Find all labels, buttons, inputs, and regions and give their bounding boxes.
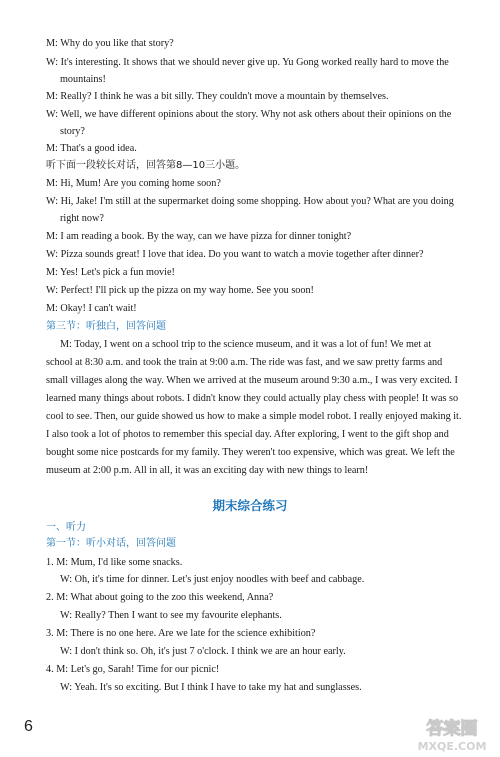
- monologue-line: small villages along the way. When we arrived at the museum around 9:30 a.m., I was very excited. I: [46, 375, 458, 386]
- question-line: W: Yeah. It's so exciting. But I think I have to take my hat and sunglasses.: [60, 682, 362, 693]
- watermark-logo: [408, 714, 496, 754]
- question-line: W: I don't think so. Oh, it's just 7 o'clock. I think we are an hour early.: [60, 646, 346, 657]
- question-line: 1. M: Mum, I'd like some snacks.: [46, 557, 183, 568]
- question-line: W: Oh, it's time for dinner. Let's just enjoy noodles with beef and cabbage.: [60, 574, 365, 585]
- watermark-icon: [408, 714, 496, 754]
- dialogue-line: W: Well, we have different opinions about the story. Why not ask others about their opinions on the: [46, 109, 452, 120]
- dialogue-line: M: Really? I think he was a bit silly. They couldn't move a mountain by themselves.: [46, 91, 389, 102]
- dialogue-line: W: Perfect! I'll pick up the pizza on my way home. See you soon!: [46, 285, 314, 296]
- question-line: W: Really? Then I want to see my favourite elephants.: [60, 610, 282, 621]
- dialogue-line: W: It's interesting. It shows that we should never give up. Yu Gong worked really hard to move the: [46, 57, 449, 68]
- page-number: 6: [24, 718, 33, 735]
- monologue-line: M: Today, I went on a school trip to the science museum, and it was a lot of fun! We met at: [60, 339, 432, 350]
- dialogue-line: M: I am reading a book. By the way, can we have pizza for dinner tonight?: [46, 231, 352, 242]
- dialogue-line: M: Yes! Let's pick a fun movie!: [46, 267, 175, 278]
- dialogue-line: M: Why do you like that story?: [46, 38, 174, 49]
- watermark-top-text: 答案圈: [426, 719, 478, 739]
- chapter-title: 期末综合练习: [212, 498, 288, 513]
- dialogue-line: M: That's a good idea.: [46, 143, 137, 154]
- part-heading: 一、听力: [46, 522, 86, 533]
- question-line: 4. M: Let's go, Sarah! Time for our picnic!: [46, 664, 220, 675]
- dialogue-line: M: Hi, Mum! Are you coming home soon?: [46, 178, 221, 189]
- monologue-line: learned many things about robots. I didn't know they could actually play chess with people! It was so: [46, 393, 459, 404]
- dialogue-line-cont: mountains!: [60, 74, 106, 85]
- section-heading: 第三节：听独白，回答问题: [46, 321, 166, 332]
- dialogue-line: M: Okay! I can't wait!: [46, 303, 137, 314]
- monologue-line: cool to see. Then, our guide showed us how to make a simple model robot. I really enjoyed making it.: [46, 411, 462, 422]
- question-line: 3. M: There is no one here. Are we late for the science exhibition?: [46, 628, 316, 639]
- question-line: 2. M: What about going to the zoo this weekend, Anna?: [46, 592, 274, 603]
- dialogue-line-cont: story?: [60, 126, 85, 137]
- monologue-line: museum at 2:00 p.m. All in all, it was an exciting day with new things to learn!: [46, 465, 369, 476]
- monologue-line: bought some nice postcards for my family. They weren't too expensive, which was great. We left the: [46, 447, 455, 458]
- monologue-line: school at 8:30 a.m. and took the train at 9:00 a.m. The ride was fast, and we saw pretty farms and: [46, 357, 443, 368]
- section-instruction: 听下面一段较长对话，回答第8—10三小题。: [46, 160, 246, 171]
- dialogue-line: W: Pizza sounds great! I love that idea. Do you want to watch a movie together after dinner?: [46, 249, 424, 260]
- monologue-line: I also took a lot of photos to remember this special day. After exploring, I went to the gift shop and: [46, 429, 449, 440]
- section-heading: 第一节：听小对话，回答问题: [46, 538, 176, 549]
- dialogue-line: W: Hi, Jake! I'm still at the supermarket doing some shopping. How about you? What are you doing: [46, 196, 454, 207]
- watermark-bottom-text: MXQE.COM: [417, 740, 487, 753]
- dialogue-line-cont: right now?: [60, 213, 104, 224]
